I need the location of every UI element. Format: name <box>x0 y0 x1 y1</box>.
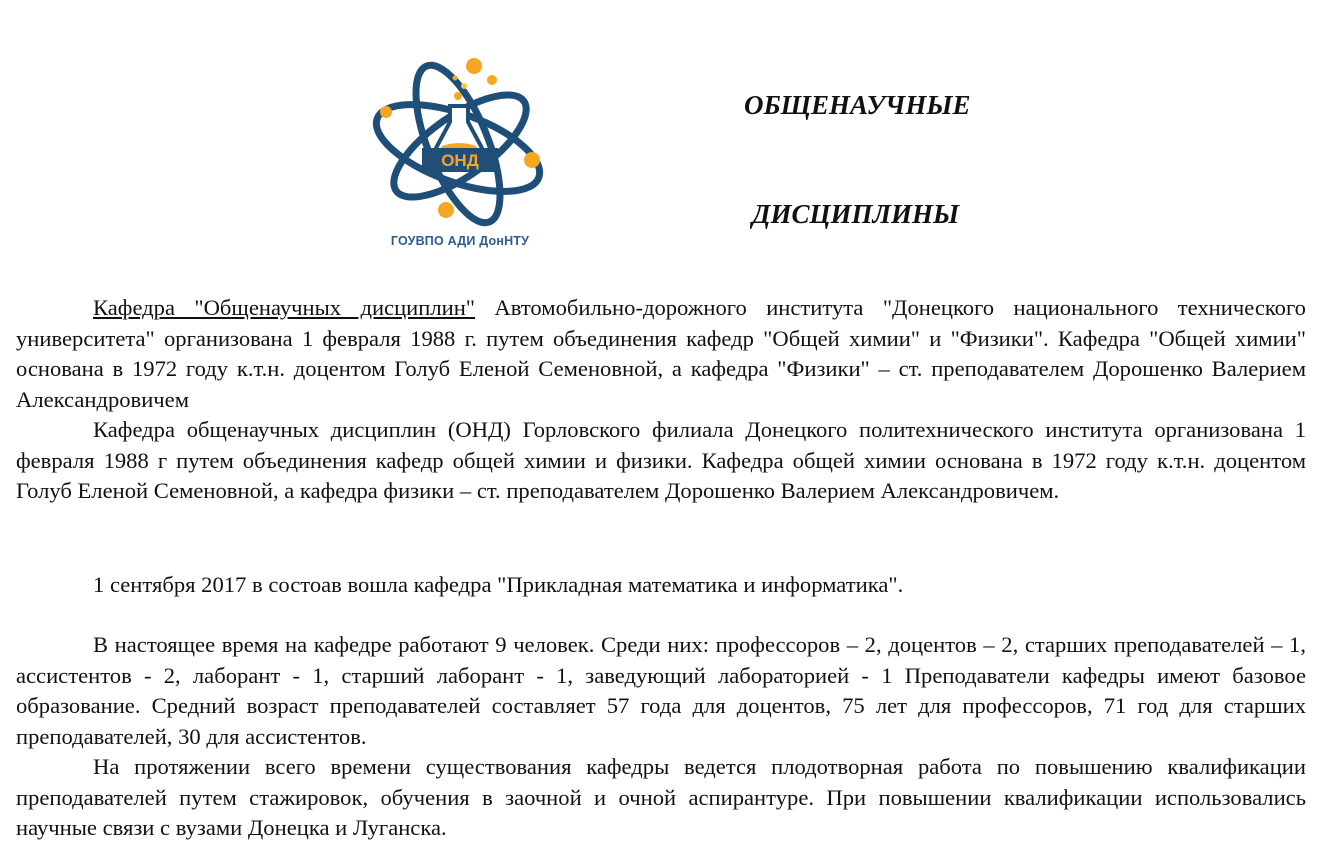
paragraph-origin: Кафедра общенаучных дисциплин (ОНД) Горловского филиала Донецкого политехнического института организована 1 февраля 1988 г путем объединения кафедр общей химии и физики. Кафедра общей химии основана в 1972 году к.т.н. доцентом Голуб Еленой Семеновной, а кафедра физики – ст. преподавателем Дорошенко Валерием Александровичем. <box>16 417 1306 503</box>
electron-dot <box>438 202 454 218</box>
paragraph-text: Автомобильно-дорожного института "Донецкого национального технического университета" организована 1 февраля 1988 г. путем объединения кафедр "Общей химии" и "Физики". Кафедра "Общей химии" основана в 1972 году к.т.н. доцентом Голуб Еленой Семеновной, а кафедра "Физики" – ст. преподавателем Дорошенко Валерием Александровичем <box>16 295 1306 412</box>
electron-dot <box>380 106 392 118</box>
paragraph-merger: 1 сентября 2017 в состоав вошла кафедра "Прикладная математика и информатика". <box>93 572 904 597</box>
page-title-line-2: ДИСЦИПЛИНЫ <box>752 199 960 229</box>
department-link[interactable]: Кафедра "Общенаучных дисциплин" <box>93 295 476 320</box>
paragraph-staff: В настоящее время на кафедре работают 9 человек. Среди них: профессоров – 2, доцентов – 2, старших преподавателей – 1, ассистентов - 2, лаборант - 1, старший лаборант - 1, заведующий лабораторией - 1 Преподаватели кафедры имеют базовое образование. Средний возраст преподавателей составляет 57 года для доцентов, 75 лет для профессоров, 71 год для старших преподавателей, 30 для ассистентов. <box>16 632 1306 749</box>
page-title-line-1: ОБЩЕНАУЧНЫЕ <box>744 90 971 120</box>
paragraph-qualification: На протяжении всего времени существования кафедры ведется плодотворная работа по повышению квалификации преподавателей путем стажировок, обучения в заочной и очной аспирантуре. При повышении квалификации использовались научные связи с вузами Донецка и Луганска. <box>16 754 1306 840</box>
department-logo <box>362 52 558 256</box>
electron-dot <box>524 152 540 168</box>
logo-caption: ГОУВПО АДИ ДонНТУ <box>390 234 530 248</box>
electron-dot <box>466 58 482 74</box>
paragraph-history <box>16 293 1306 415</box>
badge-text: ОНД <box>441 151 479 170</box>
electron-dot <box>487 75 497 85</box>
atom-flask-emblem <box>362 52 558 232</box>
